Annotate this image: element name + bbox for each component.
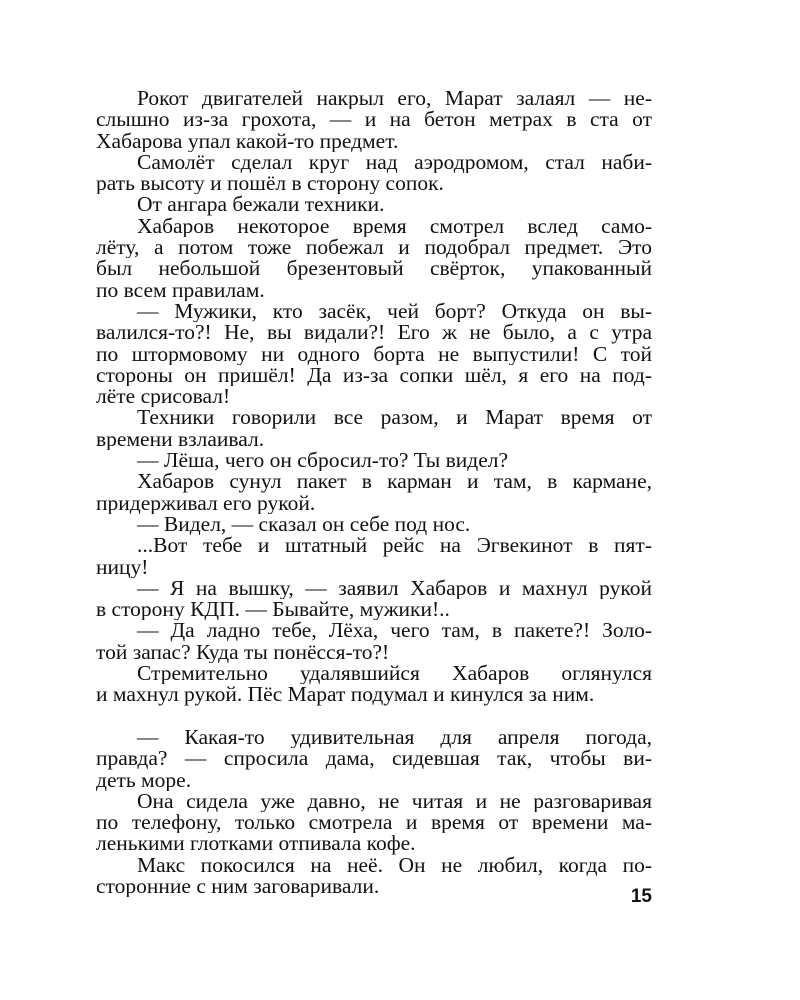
text-line: — Лёша, чего он сбросил-то? Ты видел?: [137, 450, 509, 472]
text-line: по телефону, только смотрела и время от времени ма-: [96, 812, 652, 834]
text-line: лёте срисовал!: [96, 386, 231, 408]
text-line: Хабарова упал какой-то предмет.: [96, 130, 399, 152]
text-line: — Я на вышку, — заявил Хабаров и махнул рукой: [137, 577, 652, 600]
text-line: стороны он пришёл! Да из-за сопки шёл, я его на под-: [96, 364, 652, 387]
text-line: Макс покосился на неё. Он не любил, когда по-: [137, 854, 652, 876]
text-line: ленькими глотками отпивала кофе.: [96, 833, 416, 855]
text-line: ницу!: [96, 556, 149, 578]
text-line: Хабаров сунул пакет в карман и там, в кармане,: [137, 471, 652, 493]
body-text: [96, 88, 652, 897]
text-line: лёту, а потом тоже побежал и подобрал предмет. Это: [96, 237, 652, 259]
text-line: и махнул рукой. Пёс Марат подумал и кинулся за ним.: [96, 684, 595, 706]
text-line: деть море.: [96, 769, 192, 791]
text-line: Рокот двигателей накрыл его, Марат залаял — не-: [137, 88, 652, 110]
text-line: Она сидела уже давно, не читая и не разговаривая: [137, 790, 652, 813]
text-line: — Да ладно тебе, Лёха, чего там, в пакете?! Золо-: [137, 620, 652, 642]
text-line: той запас? Куда ты понёсся-то?!: [96, 641, 390, 664]
text-line: — Видел, — сказал он себе под нос.: [137, 513, 471, 536]
text-line: — Какая-то удивительная для апреля погода,: [137, 726, 652, 749]
text-line: Техники говорили все разом, и Марат время от: [137, 407, 652, 429]
text-line: был небольшой брезентовый свёрток, упакованный: [96, 258, 652, 280]
text-line: Стремительно удалявшийся Хабаров оглянулся: [137, 663, 652, 685]
text-line: валился-то?! Не, вы видали?! Его ж не было, а с утра: [96, 322, 652, 344]
text-line: ...Вот тебе и штатный рейс на Эгвекинот в пят-: [137, 535, 652, 557]
text-line: рать высоту и пошёл в сторону сопок.: [96, 173, 444, 195]
section-break: [96, 706, 652, 727]
text-line: времени взлаивал.: [96, 428, 265, 451]
text-line: сторонние с ним заговаривали.: [96, 875, 380, 898]
text-line: Самолёт сделал круг над аэродромом, стал наби-: [137, 151, 652, 174]
text-line: в сторону КДП. — Бывайте, мужики!..: [96, 599, 450, 621]
text-line: по всем правилам.: [96, 279, 265, 301]
text-line: правда? — спросила дама, сидевшая так, чтобы ви-: [96, 748, 652, 770]
text-line: придерживал его рукой.: [96, 492, 316, 514]
text-line: От ангара бежали техники.: [137, 194, 385, 216]
text-line: по штормовому ни одного борта не выпустили! С той: [96, 343, 652, 365]
text-line: Хабаров некоторое время смотрел вслед само-: [137, 215, 652, 238]
text-line: слышно из-за грохота, — и на бетон метрах в ста от: [96, 109, 652, 131]
text-line: — Мужики, кто засёк, чей борт? Откуда он вы-: [137, 300, 652, 323]
page-number: 15: [630, 886, 652, 907]
